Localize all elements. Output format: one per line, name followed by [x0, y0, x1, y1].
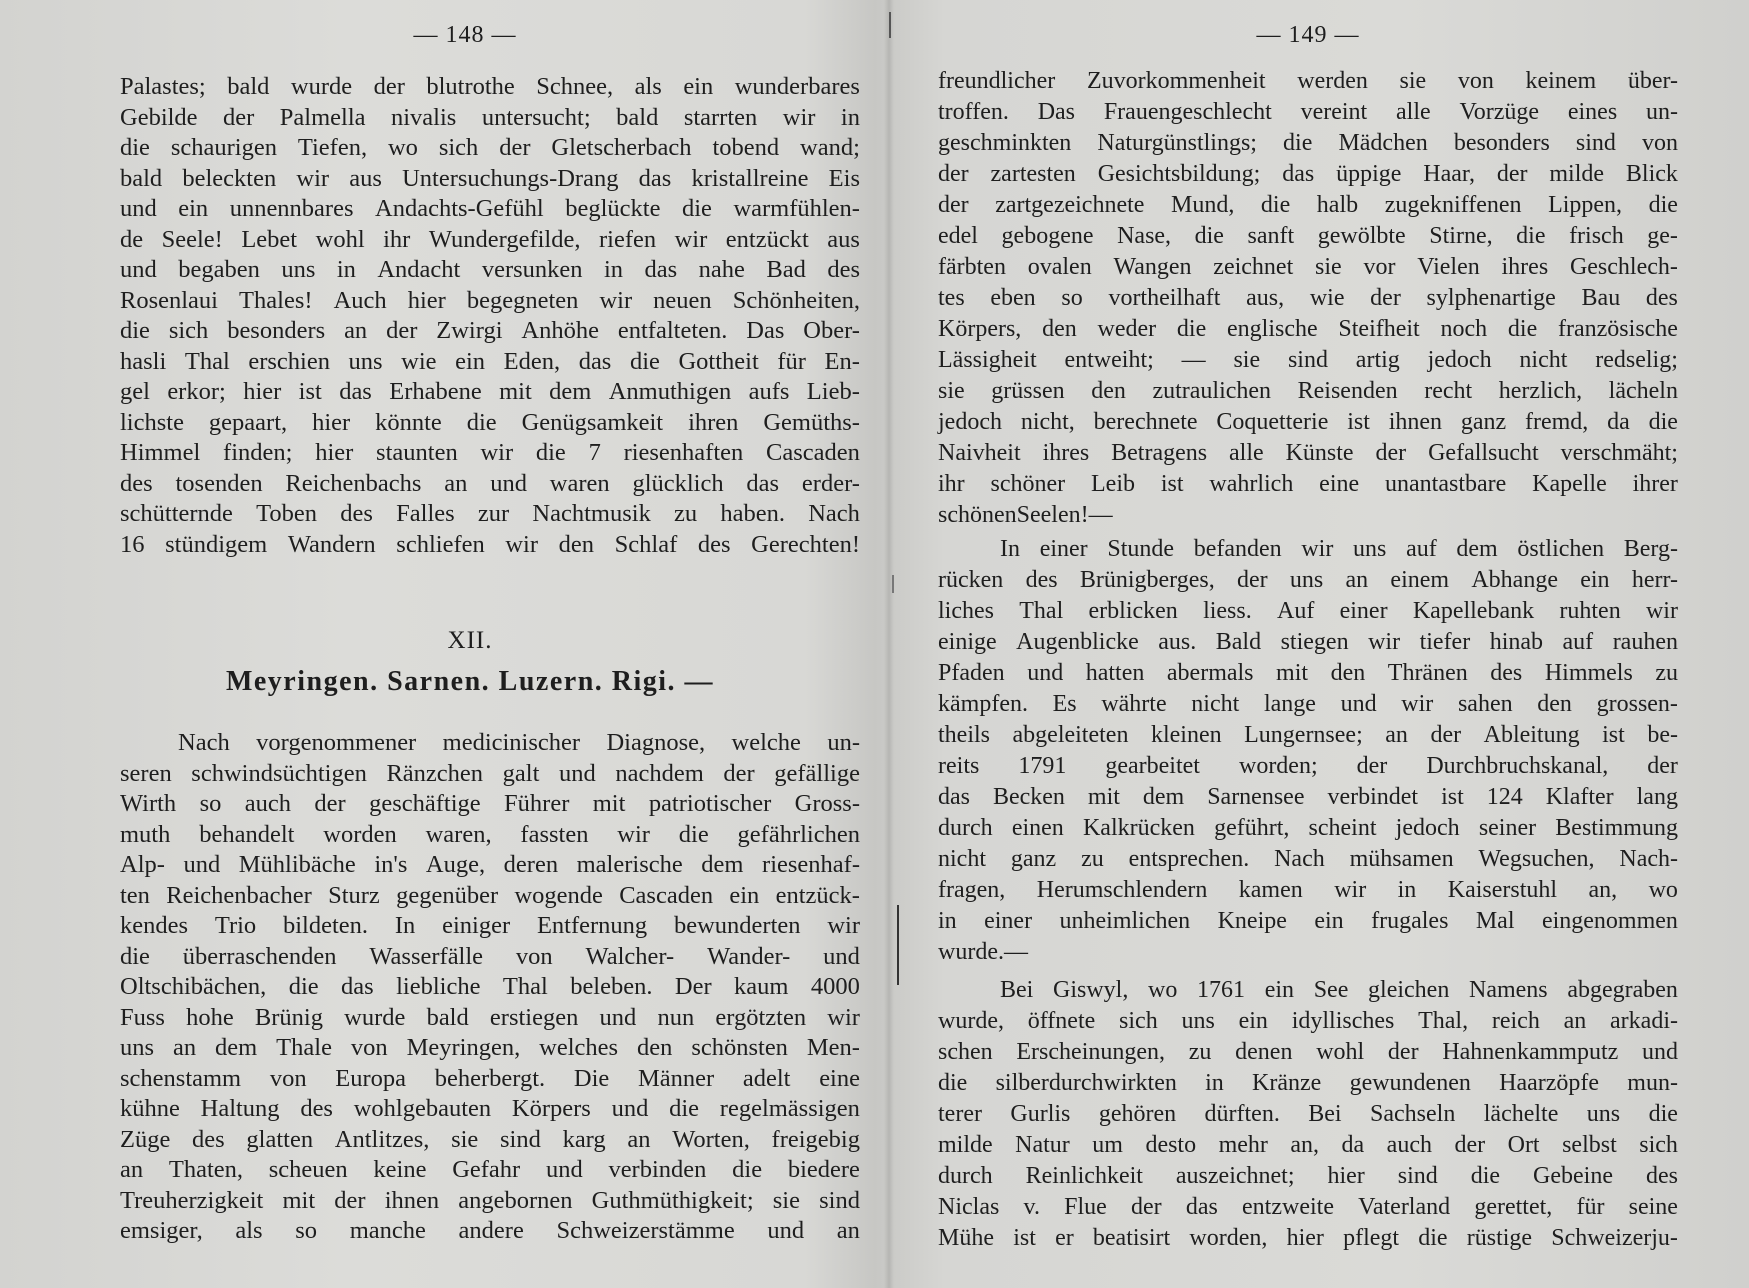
text-line: geschminkten Naturgünstlings; die Mädchen besonders sind von: [938, 130, 1678, 156]
text-line: seren schwindsüchtigen Ränzchen galt und nachdem der gefällige: [120, 759, 860, 787]
text-line: Naivheit ihres Betragens alle Künste der Gefallsucht verschmäht;: [938, 440, 1678, 466]
text-line: edel gebogene Nase, die sanft gewölbte Stirne, die frisch ge-: [938, 223, 1678, 249]
text-line: Pfaden und hatten abermals mit den Thränen des Himmels zu: [938, 660, 1678, 686]
text-line: jedoch nicht, berechnete Coquetterie ist ihnen ganz fremd, da die: [938, 409, 1678, 435]
text-line: wurde, öffnete sich uns ein idyllisches Thal, reich an arkadi-: [938, 1008, 1678, 1034]
text-line: bald beleckten wir aus Untersuchungs-Drang das kristallreine Eis: [120, 164, 860, 192]
text-line: Oltschibächen, die das liebliche Thal beleben. Der kaum 4000: [120, 973, 860, 1000]
text-line: in einer unheimlichen Kneipe ein frugales Mal eingenommen: [938, 908, 1678, 934]
text-line: Alp- und Mühlibäche in's Auge, deren malerische dem riesenhaf-: [120, 851, 860, 878]
text-line: durch Reinlichkeit auszeichnet; hier sind die Gebeine des: [938, 1163, 1678, 1189]
text-line: de Seele! Lebet wohl ihr Wundergefilde, riefen wir entzückt aus: [120, 225, 860, 253]
text-line: kendes Trio bildeten. In einiger Entfernung bewunderten wir: [120, 912, 860, 939]
text-line: fragen, Herumschlendern kamen wir in Kaiserstuhl an, wo: [938, 877, 1678, 903]
right-page: [938, 0, 1678, 1288]
text-line: die silberdurchwirkten in Kränze gewundenen Haarzöpfe mun-: [938, 1070, 1678, 1096]
paragraph: [938, 66, 1678, 531]
left-page: [120, 0, 860, 1288]
chapter-title: Meyringen. Sarnen. Luzern. Rigi. —: [225, 666, 715, 697]
text-line: Gebilde der Palmella nivalis untersucht; bald starrten wir in: [120, 103, 860, 131]
text-line: milde Natur um desto mehr an, da auch der Ort selbst sich: [938, 1132, 1678, 1158]
text-line: Palastes; bald wurde der blutrothe Schnee, als ein wunderbares: [120, 73, 860, 100]
text-line: Bei Giswyl, wo 1761 ein See gleichen Namens abgegraben: [1000, 977, 1678, 1003]
gutter-mark: [892, 575, 894, 593]
text-line: Wirth so auch der geschäftige Führer mit patriotischer Gross-: [120, 790, 860, 817]
text-line: färbten ovalen Wangen zeichnet sie vor Vielen ihres Geschlech-: [938, 254, 1678, 280]
text-line: freundlicher Zuvorkommenheit werden sie von keinem über-: [938, 68, 1678, 94]
text-line: die sich besonders an der Zwirgi Anhöhe entfalteten. Das Ober-: [120, 317, 860, 344]
text-line: rücken des Brünigberges, der uns an einem Abhange ein herr-: [938, 567, 1678, 593]
text-line: schönen Seelen! —: [938, 502, 1113, 528]
paragraph: [938, 534, 1678, 968]
gutter-mark: [897, 905, 899, 985]
text-line: an Thaten, scheuen keine Gefahr und verbinden die biedere: [120, 1156, 860, 1183]
text-line: und begaben uns in Andacht versunken in das nahe Bad des: [120, 256, 860, 283]
text-line: tes eben so vortheilhaft aus, wie der sylphenartige Bau des: [938, 285, 1678, 311]
text-line: die überraschenden Wasserfälle von Walcher- Wander- und: [120, 942, 860, 970]
text-line: muth behandelt worden waren, fassten wir die gefährlichen: [120, 820, 860, 848]
text-line: schen Erscheinungen, zu denen wohl der Hahnenkammputz und: [938, 1039, 1678, 1065]
text-line: das Becken mit dem Sarnensee verbindet ist 124 Klafter lang: [938, 784, 1678, 810]
paragraph: [120, 72, 860, 560]
text-line: Nach vorgenommener medicinischer Diagnose, welche un-: [178, 729, 860, 756]
text-line: kühne Haltung des wohlgebauten Körpers und die regelmässigen: [120, 1095, 860, 1122]
text-line: nicht ganz zu entsprechen. Nach mühsamen Wegsuchen, Nach-: [938, 846, 1678, 872]
text-line: Züge des glatten Antlitzes, sie sind karg an Worten, freigebig: [120, 1125, 860, 1153]
text-line: und ein unnennbares Andachts-Gefühl beglückte die warmfühlen-: [120, 195, 860, 222]
text-line: der zartesten Gesichtsbildung; das üppige Haar, der milde Blick: [938, 161, 1678, 187]
gutter-mark: [889, 12, 891, 38]
text-line: einige Augenblicke aus. Bald stiegen wir tiefer hinab auf rauhen: [938, 629, 1678, 655]
text-line: liches Thal erblicken liess. Auf einer Kapellebank ruhten wir: [938, 598, 1678, 624]
text-line: Körpers, den weder die englische Steifheit noch die französische: [938, 316, 1678, 342]
text-line: die schaurigen Tiefen, wo sich der Gletscherbach tobend wand;: [120, 134, 860, 161]
text-line: Rosenlaui Thales! Auch hier begegneten wir neuen Schönheiten,: [120, 286, 860, 314]
text-line: Lässigheit entweiht; — sie sind artig jedoch nicht redselig;: [938, 347, 1678, 373]
text-line: Treuherzigkeit mit der ihnen angebornen Guthmüthigkeit; sie sind: [120, 1186, 860, 1214]
text-line: In einer Stunde befanden wir uns auf dem östlichen Berg-: [1000, 536, 1678, 562]
text-line: gel erkor; hier ist das Erhabene mit dem Anmuthigen aufs Lieb-: [120, 378, 860, 405]
text-line: schenstamm von Europa beherbergt. Die Männer adelt eine: [120, 1064, 860, 1092]
text-line: hasli Thal erschien uns wie ein Eden, das die Gottheit für En-: [120, 347, 860, 375]
text-line: schütternde Toben des Falles zur Nachtmusik zu haben. Nach: [120, 500, 860, 527]
text-line: emsiger, als so manche andere Schweizerstämme und an: [120, 1217, 860, 1244]
text-line: terer Gurlis gehören dürften. Bei Sachseln lächelte uns die: [938, 1101, 1678, 1127]
text-line: ten Reichenbacher Sturz gegenüber wogende Cascaden ein entzück-: [120, 881, 860, 909]
text-line: Fuss hohe Brünig wurde bald erstiegen und nun ergötzten wir: [120, 1003, 860, 1031]
text-line: des tosenden Reichenbachs an und waren glücklich das erder-: [120, 469, 860, 497]
text-line: theils abgeleiteten kleinen Lungernsee; an der Ableitung ist be-: [938, 722, 1678, 748]
text-line: der zartgezeichnete Mund, die halb zugekniffenen Lippen, die: [938, 192, 1678, 218]
text-line: Mühe ist er beatisirt worden, hier pflegt die rüstige Schweizerju-: [938, 1225, 1678, 1251]
text-line: 16 stündigem Wandern schliefen wir den Schlaf des Gerechten!: [120, 530, 860, 558]
text-line: troffen. Das Frauengeschlecht vereint alle Vorzüge eines un-: [938, 99, 1678, 125]
text-line: lichste gepaart, hier könnte die Genügsamkeit ihren Gemüths-: [120, 408, 860, 436]
text-line: sie grüssen den zutraulichen Reisenden recht herzlich, lächeln: [938, 378, 1678, 404]
text-line: durch einen Kalkrücken geführt, scheint jedoch seiner Bestimmung: [938, 815, 1678, 841]
text-line: Niclas v. Flue der das entzweite Vaterland gerettet, für seine: [938, 1194, 1678, 1220]
text-line: wurde. —: [938, 939, 1028, 965]
paragraph: [938, 975, 1678, 1254]
text-line: reits 1791 gearbeitet worden; der Durchbruchskanal, der: [938, 753, 1678, 779]
page-number: — 148 —: [413, 22, 517, 48]
text-line: uns an dem Thale von Meyringen, welches den schönsten Men-: [120, 1034, 860, 1061]
text-line: kämpfen. Es währte nicht lange und wir sahen den grossen-: [938, 691, 1678, 717]
text-line: Himmel finden; hier staunten wir die 7 riesenhaften Cascaden: [120, 439, 860, 466]
page-number: — 149 —: [1256, 22, 1360, 48]
book-gutter: [884, 0, 894, 1288]
chapter-number: XII.: [447, 627, 493, 654]
text-line: ihr schöner Leib ist wahrlich eine unantastbare Kapelle ihrer: [938, 471, 1678, 497]
paragraph: [120, 728, 860, 1247]
